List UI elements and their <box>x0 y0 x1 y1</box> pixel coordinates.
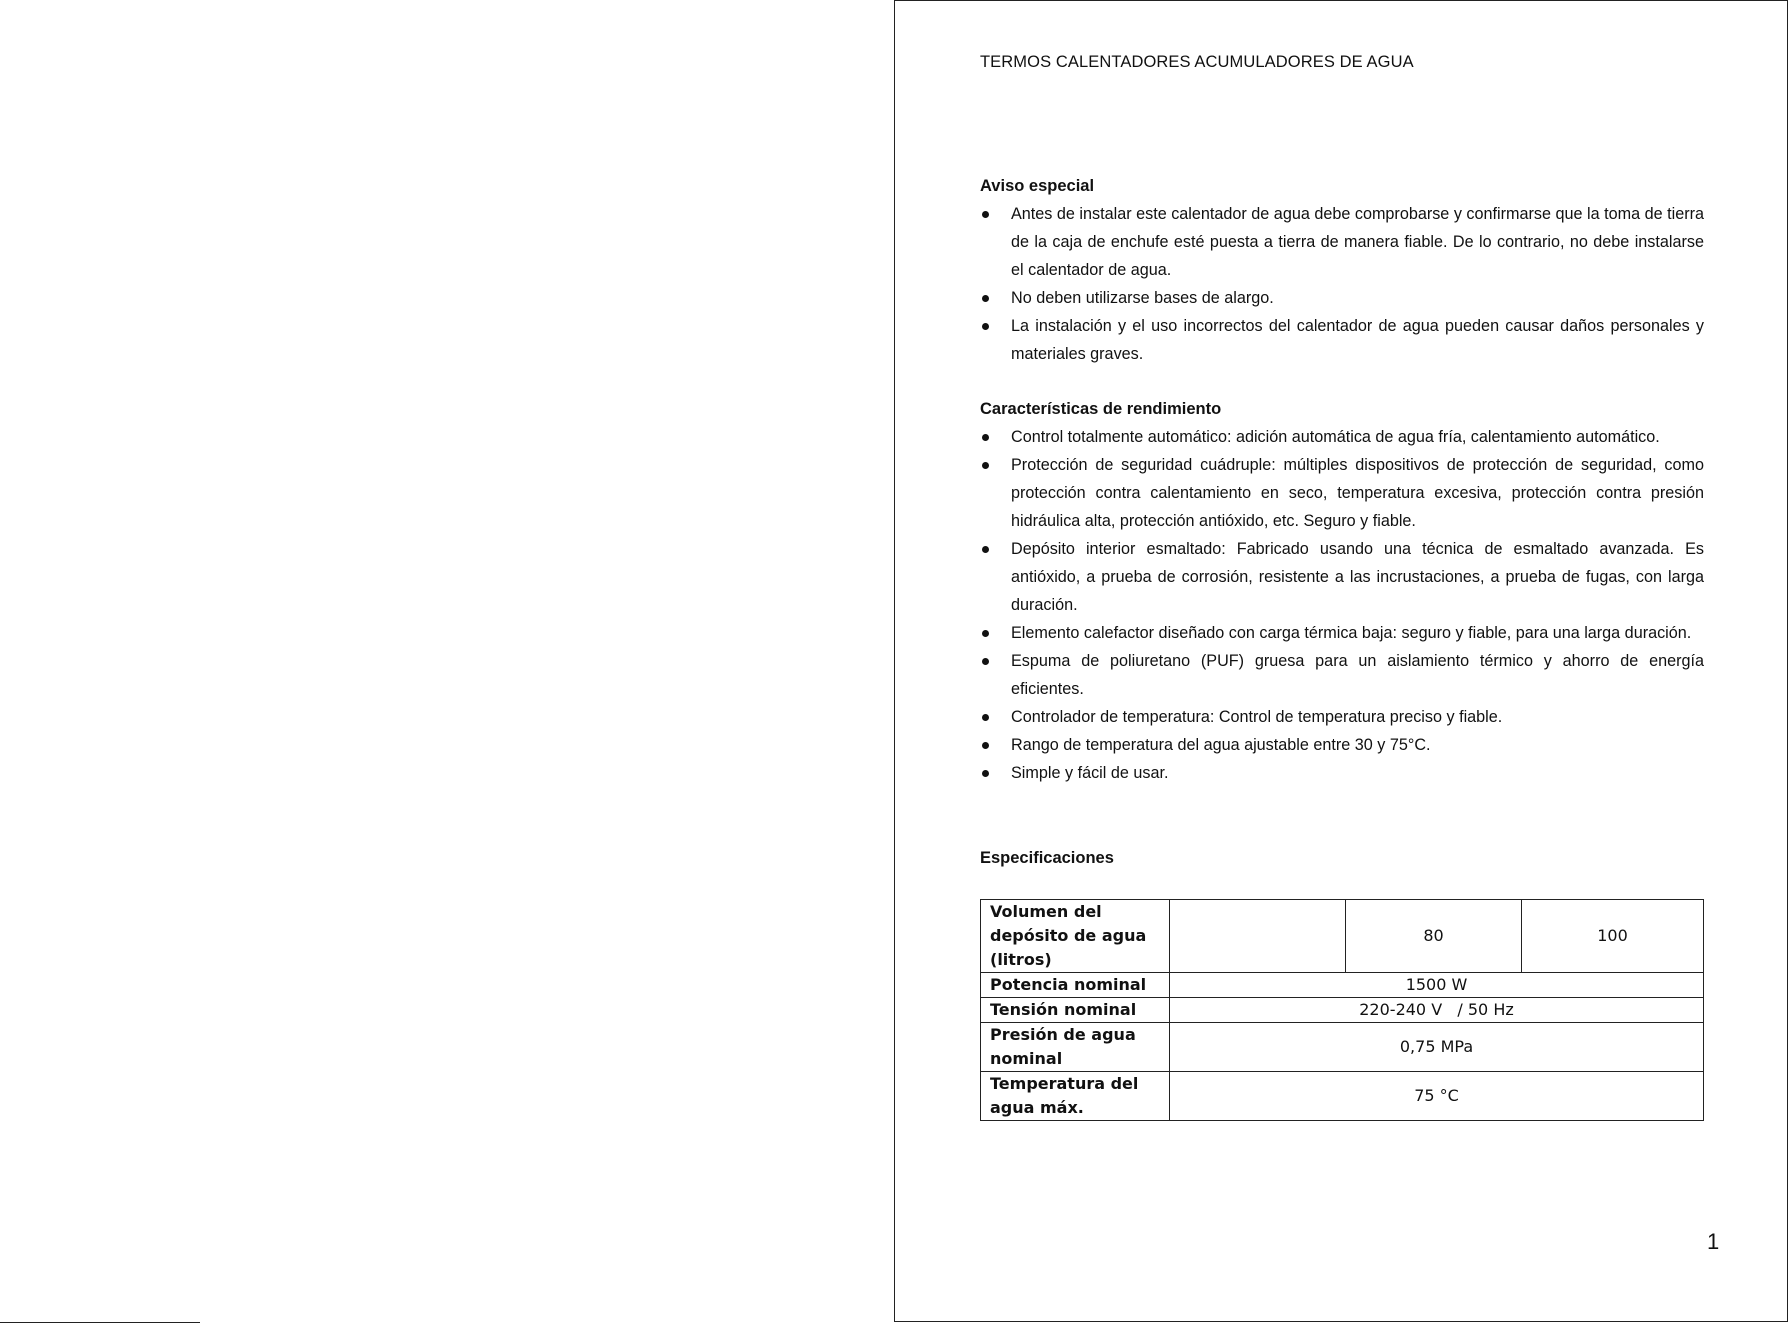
table-row <box>981 973 1704 998</box>
temperatura-label: Temperatura del agua máx. <box>981 1072 1170 1121</box>
potencia-value: 1500 W <box>1170 973 1704 998</box>
volumen-cell-80: 80 <box>1346 900 1522 973</box>
tension-value: 220-240 V / 50 Hz <box>1170 998 1704 1023</box>
temperatura-value: 75 °C <box>1170 1072 1704 1121</box>
document-title: TERMOS CALENTADORES ACUMULADORES DE AGUA <box>980 53 1414 71</box>
list-item: No deben utilizarse bases de alargo. <box>980 284 1704 312</box>
list-item: Espuma de poliuretano (PUF) gruesa para un aislamiento térmico y ahorro de energía eficientes. <box>980 647 1704 703</box>
list-item: Elemento calefactor diseñado con carga térmica baja: seguro y fiable, para una larga duración. <box>980 619 1704 647</box>
volumen-label: Volumen del depósito de agua (litros) <box>981 900 1170 973</box>
presion-value: 0,75 MPa <box>1170 1023 1704 1072</box>
list-item: Rango de temperatura del agua ajustable entre 30 y 75°C. <box>980 731 1704 759</box>
list-item: Antes de instalar este calentador de agua debe comprobarse y confirmarse que la toma de tierra de la caja de enchufe esté puesta a tierra de manera fiable. De lo contrario, no debe instalarse el calentador de agua. <box>980 200 1704 284</box>
list-item: La instalación y el uso incorrectos del calentador de agua pueden causar daños personales y materiales graves. <box>980 312 1704 368</box>
volumen-cell-100: 100 <box>1522 900 1704 973</box>
list-item: Protección de seguridad cuádruple: múltiples dispositivos de protección de seguridad, como protección contra calentamiento en seco, temperatura excesiva, protección contra presión hidráulica alta, protección antióxido, etc. Seguro y fiable. <box>980 451 1704 535</box>
manual-page <box>894 0 1788 1322</box>
tension-label: Tensión nominal <box>981 998 1170 1023</box>
left-blank-page <box>0 0 894 1324</box>
table-row <box>981 1023 1704 1072</box>
caracteristicas-list <box>980 423 1704 787</box>
list-item: Depósito interior esmaltado: Fabricado usando una técnica de esmaltado avanzada. Es antióxido, a prueba de corrosión, resistente a las incrustaciones, a prueba de fugas, con larga duración. <box>980 535 1704 619</box>
aviso-section <box>980 172 1704 368</box>
table-row <box>981 900 1704 973</box>
aviso-list <box>980 200 1704 368</box>
caracteristicas-heading: Características de rendimiento <box>980 400 1222 418</box>
specifications-table <box>980 899 1704 1121</box>
caracteristicas-section <box>980 395 1704 787</box>
list-item: Simple y fácil de usar. <box>980 759 1704 787</box>
presion-label: Presión de agua nominal <box>981 1023 1170 1072</box>
table-row <box>981 998 1704 1023</box>
table-row <box>981 1072 1704 1121</box>
footer-cut-mark <box>200 1318 284 1324</box>
list-item: Controlador de temperatura: Control de temperatura preciso y fiable. <box>980 703 1704 731</box>
list-item: Control totalmente automático: adición automática de agua fría, calentamiento automático. <box>980 423 1704 451</box>
aviso-heading: Aviso especial <box>980 177 1095 195</box>
page-number: 1 <box>1707 1229 1720 1254</box>
especificaciones-heading: Especificaciones <box>980 849 1114 867</box>
footer-rule <box>0 1322 200 1323</box>
especificaciones-section <box>980 844 1704 872</box>
volumen-cell-empty <box>1170 900 1346 973</box>
potencia-label: Potencia nominal <box>981 973 1170 998</box>
